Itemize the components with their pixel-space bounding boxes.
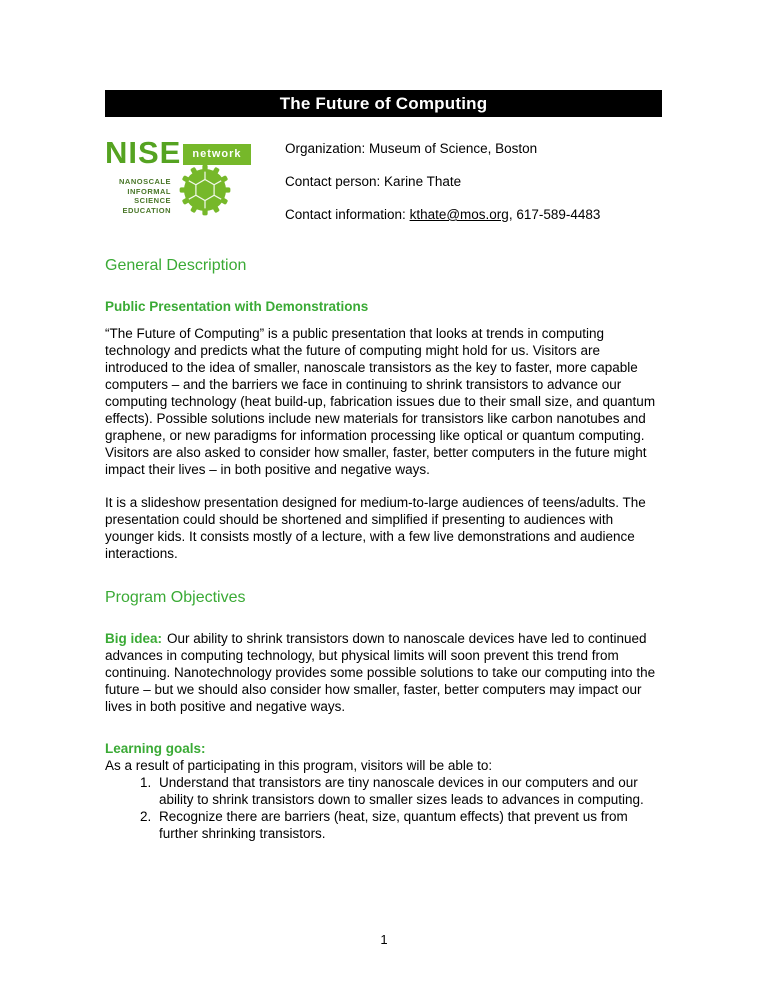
logo-tagline-line: INFORMAL: [127, 186, 171, 196]
page-number: 1: [380, 932, 388, 947]
big-idea-text: Our ability to shrink transistors down to nanoscale devices have led to continued advances in computing technology, but physical limits will soon prevent this trend from continuing. Nanotechnology provides some possible solutions to take our computing into the future – but we should also consider how smaller, faster, better computers may impact our lives in both positive and negative ways.: [105, 631, 656, 714]
contact-person-line: Contact person: Karine Thate: [285, 174, 462, 189]
description-paragraph-1: “The Future of Computing” is a public presentation that looks at trends in computing technology and predicts what the future of computing might hold for us. Visitors are introduced to the idea of smaller, nanoscale transistors as the key to faster, more capable computers – and the barriers we face in continuing to shrink transistors to advance our computing technology (heat build-up, fabrication issues due to their small size, and quantum effects). Possible solutions include new materials for transistors like carbon nanotubes and graphene, or new paradigms for information processing like optical or quantum computing. Visitors are also asked to consider how smaller, faster, better computers in the future might impact their lives – in both positive and negative ways.: [105, 326, 656, 477]
learning-goals-intro: As a result of participating in this program, visitors will be able to:: [105, 758, 493, 773]
description-paragraph-2: It is a slideshow presentation designed for medium-to-large audiences of teens/adults. The presentation could should be shortened and simplified if presenting to audiences with younger kids. It consists mostly of a lecture, with a few live demonstrations and audience interactions.: [105, 495, 646, 561]
logo-tagline-line: NANOSCALE: [118, 177, 171, 186]
gear-globe-icon: [177, 162, 233, 223]
learning-goal-item: 2. Recognize there are barriers (heat, size, quantum effects) that prevent us from further shrinking transistors.: [155, 808, 662, 842]
learning-goal-item: 1. Understand that transistors are tiny nanoscale devices in our computers and our ability to shrink transistors down to smaller sizes leads to advances in computing.: [155, 774, 662, 808]
logo-tagline-line: SCIENCE: [134, 196, 171, 205]
logo-tagline: [105, 177, 177, 223]
presentation-subheading: Public Presentation with Demonstrations: [105, 299, 369, 314]
header: [105, 137, 662, 239]
logo-tagline-line: EDUCATION: [122, 205, 171, 215]
logo-name: NISE: [105, 135, 182, 170]
email-link[interactable]: kthate@mos.org: [409, 207, 509, 222]
document-title: The Future of Computing: [279, 93, 488, 113]
contact-phone: , 617-589-4483: [508, 207, 601, 222]
contact-info-label: Contact information:: [285, 207, 410, 222]
learning-goals-label: Learning goals:: [105, 741, 206, 756]
program-objectives-heading: Program Objectives: [105, 589, 246, 606]
contact-info: [285, 137, 600, 239]
general-description-heading: General Description: [105, 257, 247, 274]
organization-line: Organization: Museum of Science, Boston: [285, 141, 538, 156]
contact-info-line: [285, 206, 600, 223]
big-idea-label: Big idea:: [105, 631, 163, 646]
big-idea-paragraph: [105, 630, 662, 715]
logo-bottom: [105, 170, 275, 223]
nise-logo: [105, 137, 275, 239]
learning-goals-list: [105, 774, 662, 842]
title-bar: [105, 90, 662, 117]
logo-network-badge: network: [183, 144, 250, 165]
